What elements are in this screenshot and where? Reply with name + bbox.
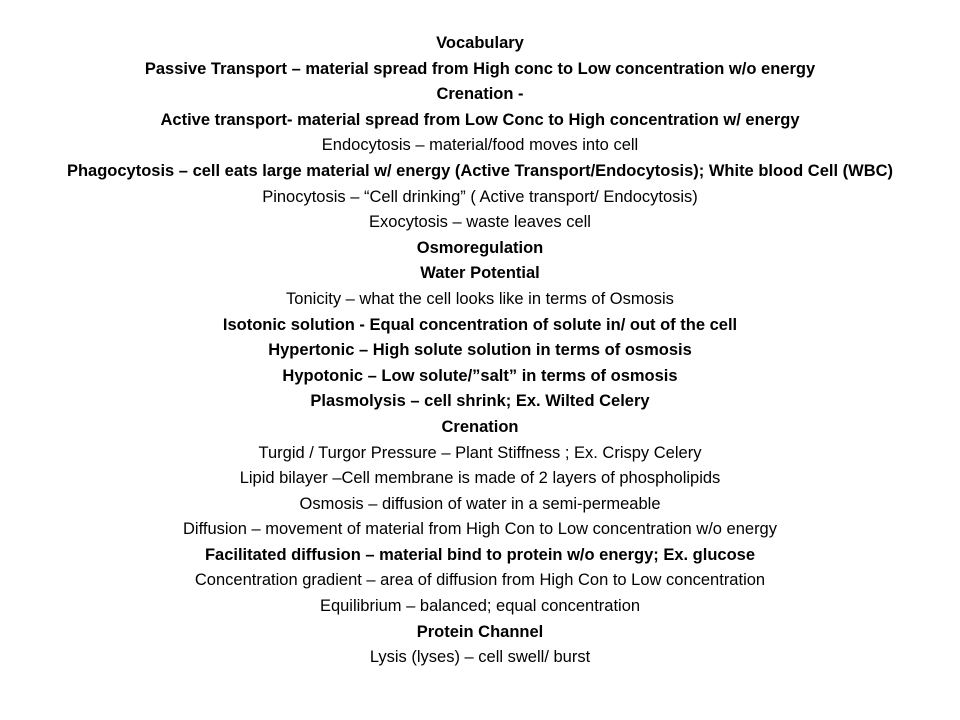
vocab-isotonic: Isotonic solution - Equal concentration of solute in/ out of the cell <box>222 315 738 334</box>
vocab-hypotonic: Hypotonic – Low solute/”salt” in terms of osmosis <box>282 366 678 385</box>
vocab-equilibrium: Equilibrium – balanced; equal concentration <box>319 597 641 616</box>
vocab-turgid: Turgid / Turgor Pressure – Plant Stiffness ; Ex. Crispy Celery <box>258 443 702 462</box>
vocab-protein-channel: Protein Channel <box>416 622 544 641</box>
vocab-crenation: Crenation <box>441 417 519 436</box>
vocab-heading: Vocabulary <box>436 34 524 52</box>
vocab-osmosis: Osmosis – diffusion of water in a semi-permeable <box>299 494 661 513</box>
vocab-hypertonic: Hypertonic – High solute solution in terms of osmosis <box>268 341 692 360</box>
vocab-diffusion: Diffusion – movement of material from High Con to Low concentration w/o energy <box>183 520 777 539</box>
vocab-phagocytosis: Phagocytosis – cell eats large material w/ energy (Active Transport/Endocytosis); White blood Cell (WBC) <box>66 161 894 180</box>
vocab-exocytosis: Exocytosis – waste leaves cell <box>369 213 591 232</box>
vocab-pinocytosis: Pinocytosis – “Cell drinking” ( Active transport/ Endocytosis) <box>262 187 698 206</box>
vocab-endocytosis: Endocytosis – material/food moves into cell <box>321 136 639 155</box>
vocab-active-transport: Active transport- material spread from Low Conc to High concentration w/ energy <box>160 110 800 129</box>
vocab-lipid-bilayer: Lipid bilayer –Cell membrane is made of 2 layers of phospholipids <box>239 469 721 488</box>
vocabulary-list <box>0 31 960 671</box>
vocab-facilitated-diffusion: Facilitated diffusion – material bind to protein w/o energy; Ex. glucose <box>204 545 756 564</box>
vocab-tonicity: Tonicity – what the cell looks like in terms of Osmosis <box>286 289 674 308</box>
vocab-lysis: Lysis (lyses) – cell swell/ burst <box>369 648 591 667</box>
vocab-crenation-blank: Crenation - <box>436 85 524 104</box>
vocab-plasmolysis: Plasmolysis – cell shrink; Ex. Wilted Celery <box>310 392 650 411</box>
vocab-water-potential: Water Potential <box>420 264 540 283</box>
vocab-osmoregulation: Osmoregulation <box>416 238 544 257</box>
vocab-passive-transport: Passive Transport – material spread from High conc to Low concentration w/o energy <box>144 59 816 78</box>
vocab-concentration-gradient: Concentration gradient – area of diffusion from High Con to Low concentration <box>194 571 766 590</box>
